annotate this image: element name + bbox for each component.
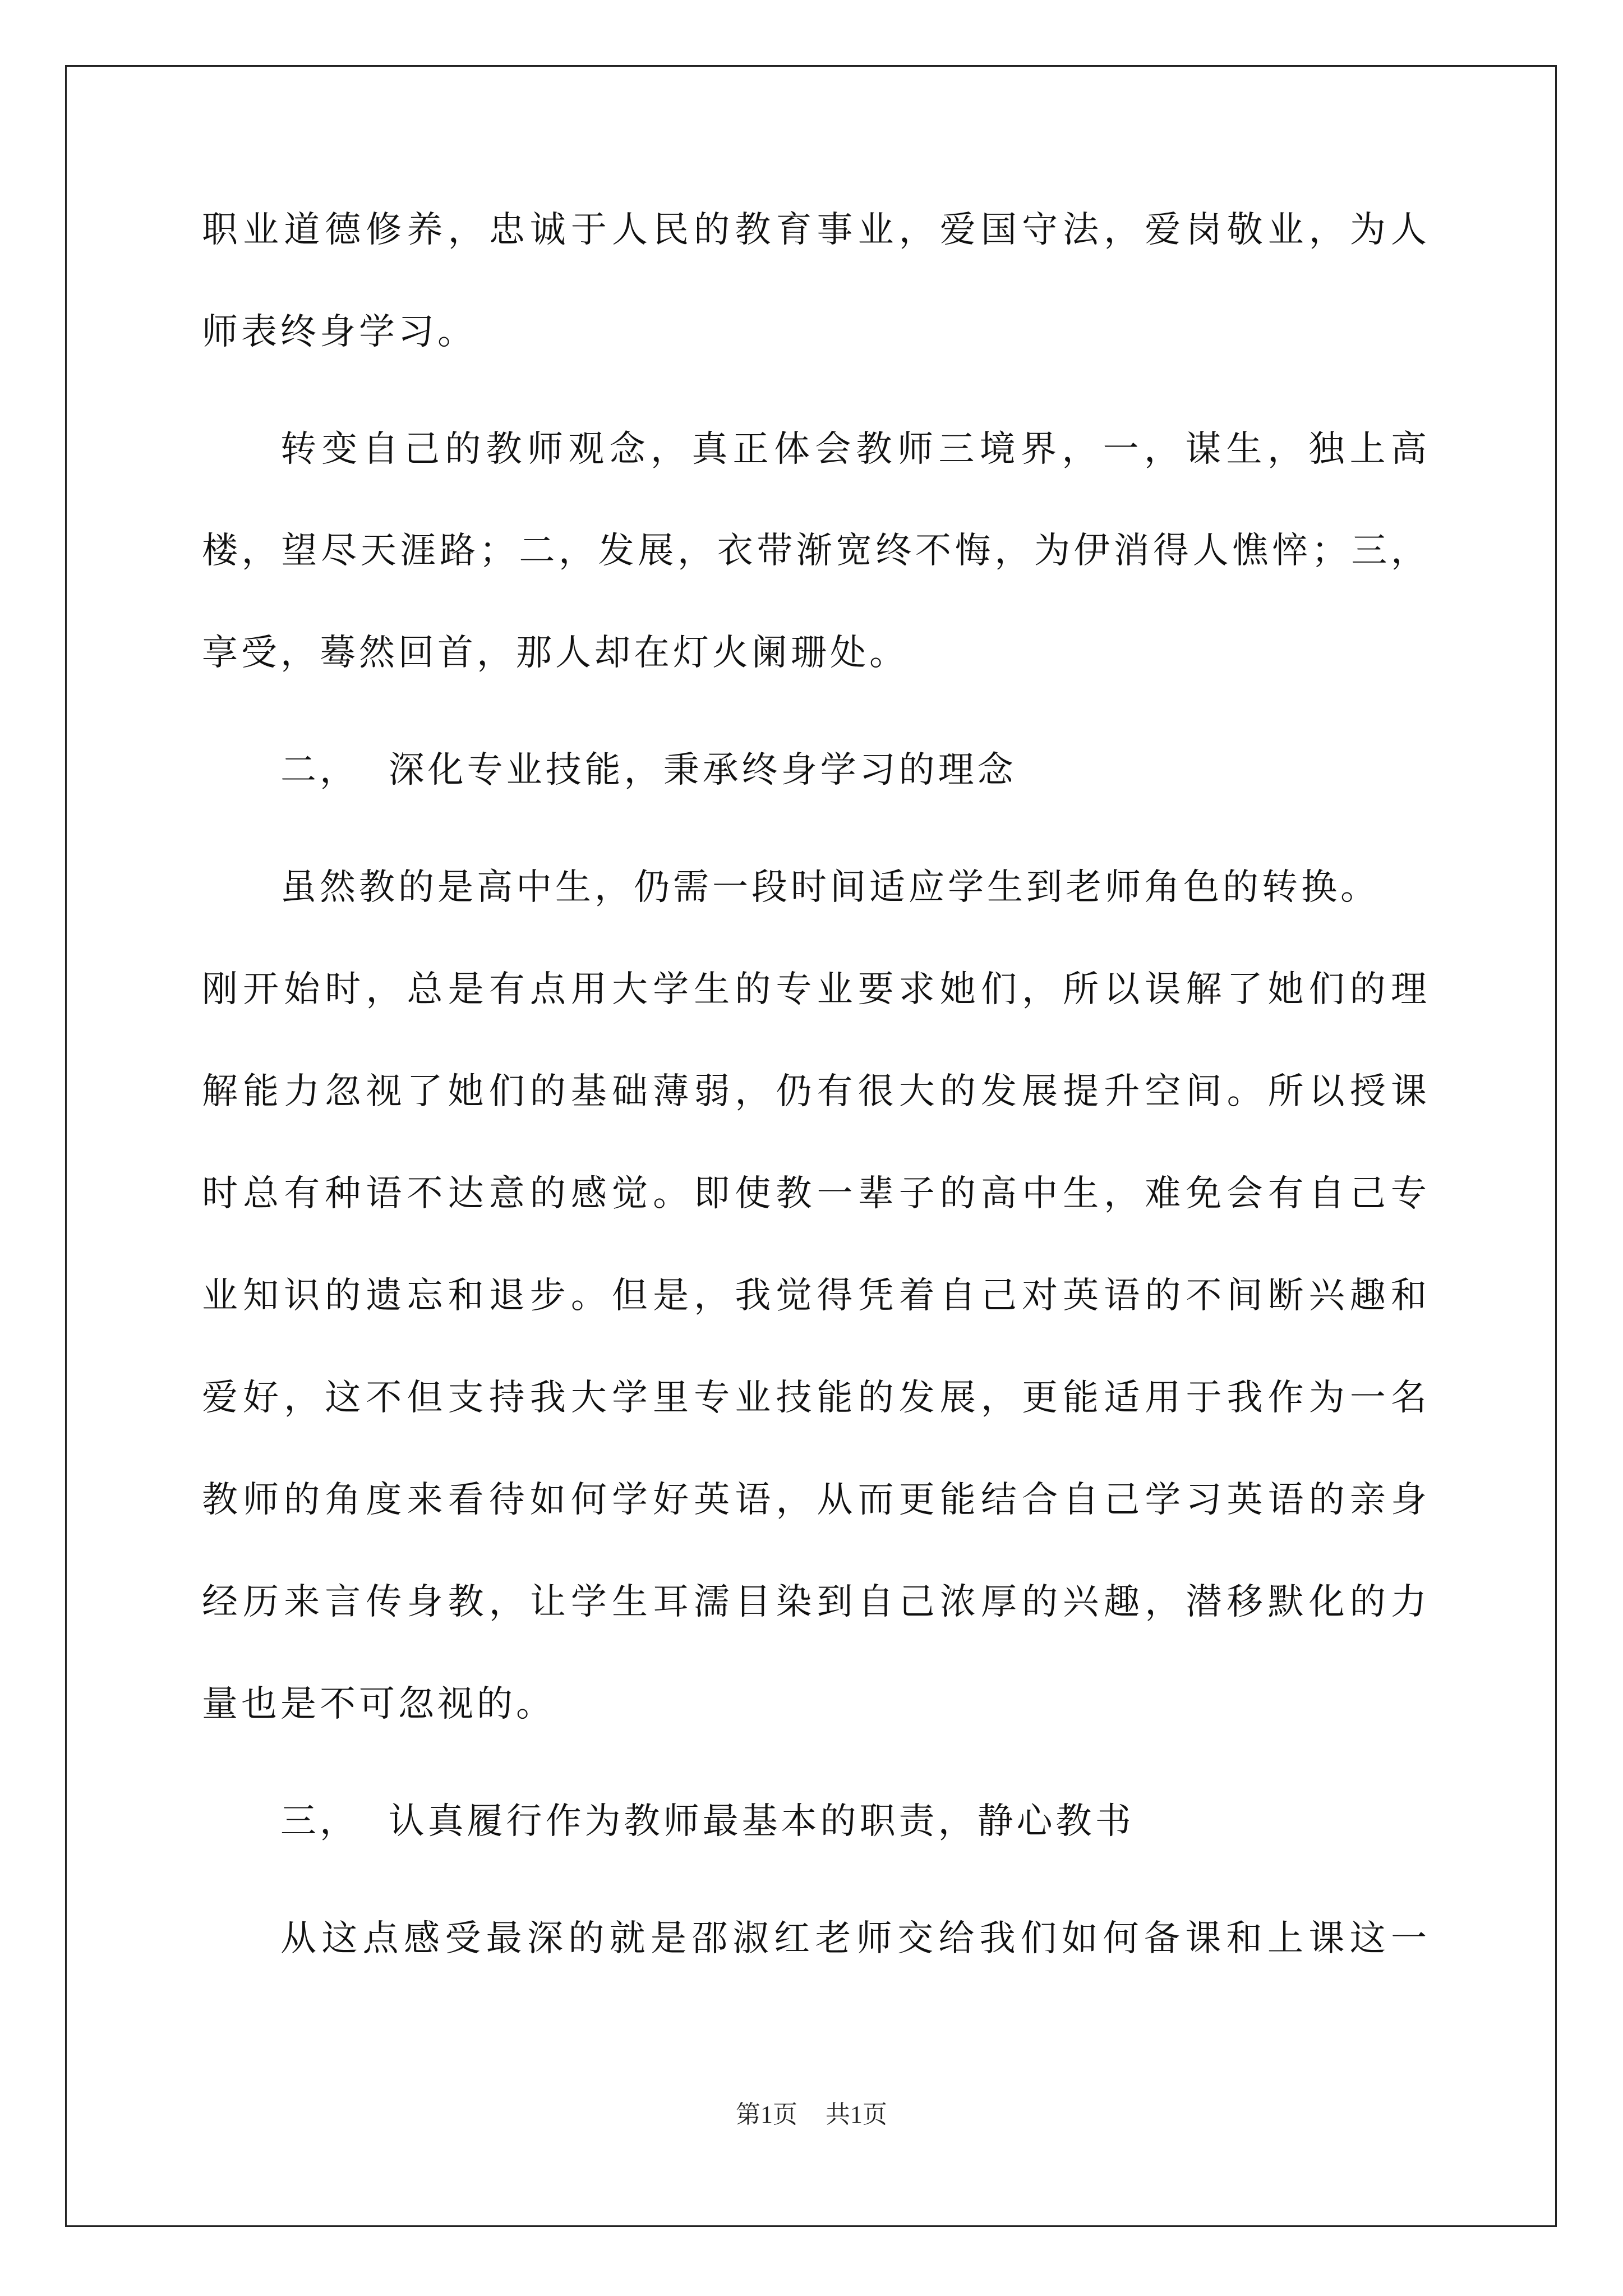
text-line: 教师的角度来看待如何学好英语，从而更能结合自己学习英语的亲身 xyxy=(202,1479,1430,1521)
page-total: 共1页 xyxy=(826,2101,887,2128)
text-line: 从这点感受最深的就是邵淑红老师交给我们如何备课和上课这一 xyxy=(280,1918,1430,1959)
text-line: 楼，望尽天涯路；二，发展，衣带渐宽终不悔，为伊消得人憔悴；三， xyxy=(202,530,1430,572)
text-line: 转变自己的教师观念，真正体会教师三境界，一，谋生，独上高 xyxy=(280,429,1430,470)
text-line: 时总有种语不达意的感觉。即使教一辈子的高中生，难免会有自己专 xyxy=(202,1173,1430,1214)
text-line: 师表终身学习。 xyxy=(202,311,477,353)
page-footer xyxy=(0,2098,1623,2132)
section-heading: 二， 深化专业技能，秉承终身学习的理念 xyxy=(280,749,1017,791)
text-line: 量也是不可忽视的。 xyxy=(202,1683,555,1725)
text-line: 职业道德修养，忠诚于人民的教育事业，爱国守法，爱岗敬业，为人 xyxy=(202,209,1430,251)
text-line: 解能力忽视了她们的基础薄弱，仍有很大的发展提升空间。所以授课 xyxy=(202,1071,1430,1112)
text-line: 经历来言传身教，让学生耳濡目染到自己浓厚的兴趣，潜移默化的力 xyxy=(202,1581,1430,1623)
page-border xyxy=(65,65,1557,2227)
page-number: 第1页 xyxy=(736,2101,797,2128)
text-line: 业知识的遗忘和退步。但是，我觉得凭着自己对英语的不间断兴趣和 xyxy=(202,1275,1430,1317)
text-line: 刚开始时，总是有点用大学生的专业要求她们，所以误解了她们的理 xyxy=(202,969,1430,1010)
text-line: 虽然教的是高中生，仍需一段时间适应学生到老师角色的转换。 xyxy=(280,867,1380,908)
text-line: 享受，蓦然回首，那人却在灯火阑珊处。 xyxy=(202,632,909,674)
text-line: 爱好，这不但支持我大学里专业技能的发展，更能适用于我作为一名 xyxy=(202,1377,1430,1419)
section-heading: 三， 认真履行作为教师最基本的职责，静心教书 xyxy=(280,1801,1135,1842)
